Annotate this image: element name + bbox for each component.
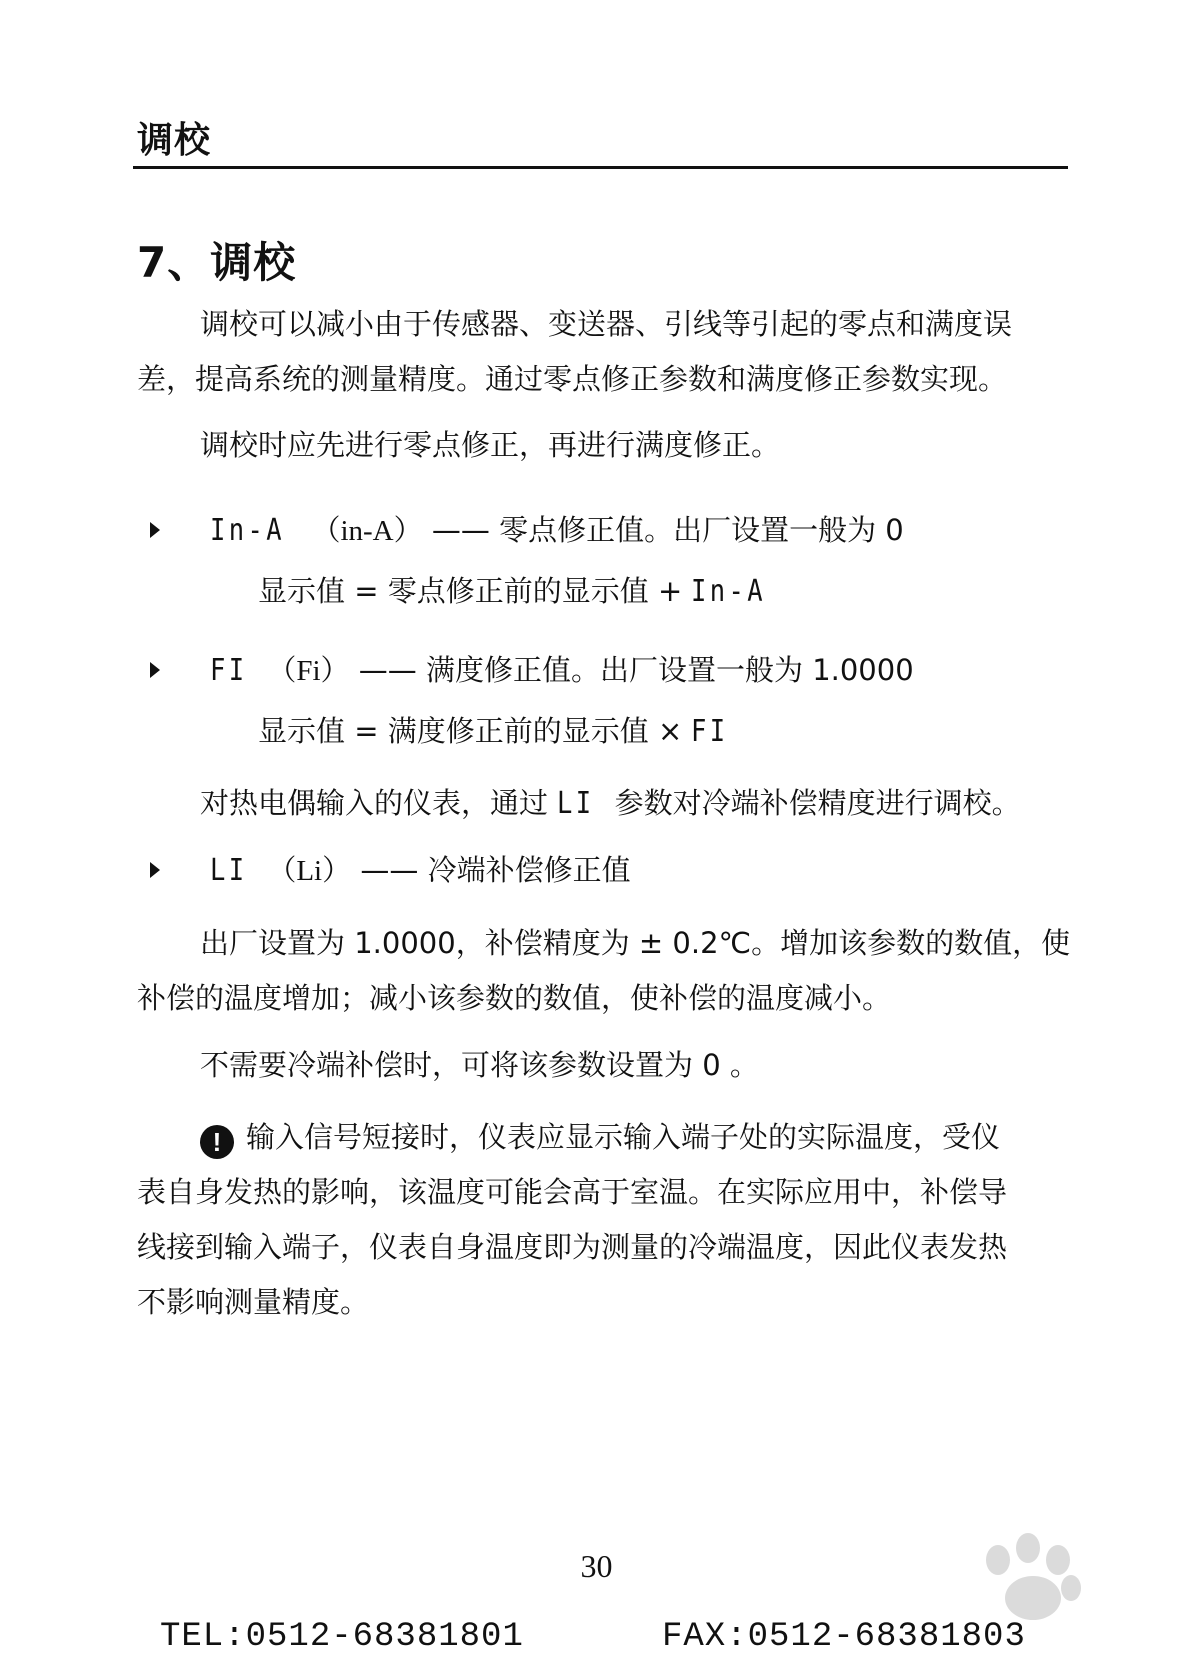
param-zero-code: （in-A） (311, 515, 423, 547)
bullet-icon (150, 662, 160, 678)
param-cold-dash: —— (360, 853, 419, 887)
param-full-symbol: FI (210, 653, 248, 688)
param-cold-row (210, 850, 631, 891)
cold-desc-line-3: 不需要冷端补偿时，可将该参数设置为 0 。 (200, 1048, 759, 1082)
param-cold-symbol: LI (210, 853, 248, 888)
formula-zero-symbol: In-A (691, 574, 767, 609)
param-zero-desc: 零点修正值。出厂设置一般为 0 (499, 513, 904, 547)
footer-fax: FAX:0512-68381803 (662, 1618, 1026, 1656)
formula-full (258, 711, 740, 752)
warning-text-1: 输入信号短接时，仪表应显示输入端子处的实际温度，受仪 (246, 1120, 1001, 1154)
cold-desc-line-1: 出厂设置为 1.0000，补偿精度为 ± 0.2℃。增加该参数的数值，使 (200, 926, 1071, 960)
bullet-icon (150, 522, 160, 538)
thermocouple-symbol: LI (557, 786, 595, 821)
warning-line-2: 表自身发热的影响，该温度可能会高于室温。在实际应用中，补偿导 (137, 1175, 1008, 1209)
page-number: 30 (580, 1548, 613, 1584)
warning-line-4: 不影响测量精度。 (137, 1285, 370, 1319)
footer-tel: TEL:0512-68381801 (160, 1618, 524, 1656)
warning-line-1 (200, 1117, 1000, 1159)
param-zero-dash: —— (431, 513, 490, 547)
param-full-desc: 满度修正值。出厂设置一般为 1.0000 (425, 653, 914, 687)
thermocouple-pre: 对热电偶输入的仪表，通过 (200, 786, 549, 820)
cold-desc-line-2: 补偿的温度增加；减小该参数的数值，使补偿的温度减小。 (137, 981, 892, 1015)
formula-full-text: 显示值 = 满度修正前的显示值 × (258, 714, 683, 748)
param-full-dash: —— (358, 653, 417, 687)
warning-line-3: 线接到输入端子，仪表自身温度即为测量的冷端温度，因此仪表发热 (137, 1230, 1008, 1264)
exclamation-icon: ! (200, 1125, 234, 1159)
formula-full-symbol: FI (691, 714, 729, 749)
formula-zero (258, 571, 784, 612)
formula-zero-text: 显示值 = 零点修正前的显示值 + (258, 574, 683, 608)
thermocouple-line (200, 783, 1021, 824)
param-zero-symbol: In-A (210, 513, 286, 548)
header-rule (133, 166, 1068, 169)
param-full-row (210, 650, 914, 691)
param-full-code: （Fi） (267, 655, 350, 687)
param-cold-code: （Li） (267, 855, 352, 887)
intro-line-1: 调校可以减小由于传感器、变送器、引线等引起的零点和满度误 (200, 307, 1013, 341)
calibration-order: 调校时应先进行零点修正，再进行满度修正。 (200, 428, 781, 462)
thermocouple-post: 参数对冷端补偿精度进行调校。 (614, 786, 1021, 820)
bullet-icon (150, 862, 160, 878)
param-cold-desc: 冷端补偿修正值 (427, 853, 631, 887)
section-title: 7、调校 (137, 238, 297, 287)
running-header: 调校 (137, 120, 212, 161)
param-zero-row (210, 510, 904, 551)
intro-line-2: 差，提高系统的测量精度。通过零点修正参数和满度修正参数实现。 (137, 362, 1008, 396)
